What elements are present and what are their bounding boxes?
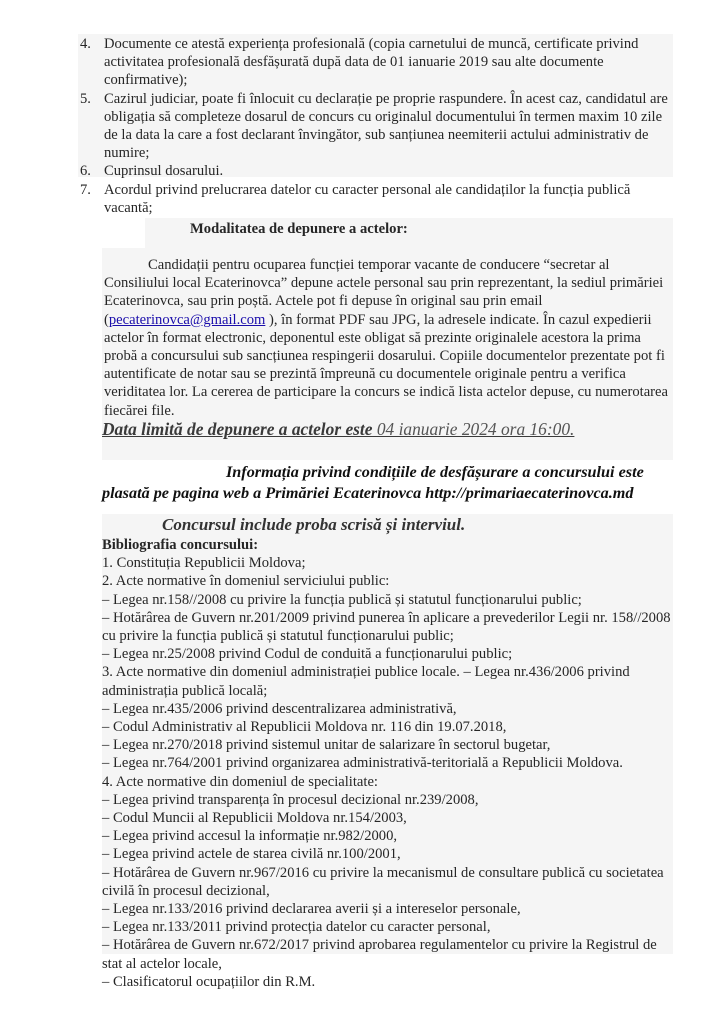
bibliography-item: – Legea nr.133/2016 privind declararea averii și a intereselor personale,	[102, 901, 521, 918]
bibliography-item: – Legea nr.25/2008 privind Codul de conduită a funcționarului public;	[102, 646, 513, 663]
info-notice: Informația privind condițiile de desfășurare a concursului este plasată pe pagina web a Primăriei Ecaterinovca http://primariaecaterinovca.md	[102, 463, 644, 502]
bibliography-item: – Legea nr.270/2018 privind sistemul unitar de salarizare în sectorul bugetar,	[102, 737, 551, 754]
bibliography-item: – Legea nr.764/2001 privind organizarea administrativă-teritorială a Republicii Moldova.	[102, 755, 623, 772]
submission-heading: Modalitatea de depunere a actelor:	[190, 221, 408, 237]
email-link[interactable]: pecaterinovca@gmail.com	[108, 311, 266, 328]
required-documents-list	[80, 35, 672, 217]
bibliography-item: 1. Constituția Republicii Moldova;	[102, 555, 306, 572]
bibliography-item: – Hotărârea de Guvern nr.201/2009 privind punerea în aplicare a prevederilor Legii nr. 158//2008 cu privire la funcția publică și statutul funcționarului public;	[102, 609, 671, 645]
bibliography-item: – Hotărârea de Guvern nr.967/2016 cu privire la mecanismul de consultare publică cu societatea civilă în procesul decizional,	[102, 864, 664, 899]
deadline-label: Data limită de depunere a actelor este	[102, 419, 373, 439]
list-item: 6. Cuprinsul dosarului.	[80, 163, 224, 180]
bibliography-item: – Legea privind accesul la informație nr.982/2000,	[102, 828, 398, 845]
bibliography-item: – Codul Administrativ al Republicii Moldova nr. 116 din 19.07.2018,	[102, 719, 507, 736]
bibliography-item: 3. Acte normative din domeniul administrației publice locale. – Legea nr.436/2006 privind administrația publică locală;	[102, 664, 630, 699]
list-item: 7. Acordul privind prelucrarea datelor cu caracter personal ale candidaților la funcția publică vacantă;	[80, 181, 631, 216]
bibliography-item: – Legea nr.133/2011 privind protecția datelor cu caracter personal,	[102, 919, 491, 936]
bibliography	[102, 536, 674, 991]
list-item: 5. Cazirul judiciar, poate fi înlocuit cu declarație pe proprie raspundere. În acest caz, candidatul are obligația să completeze dosarul de concurs cu originalul documentului în termen maxim 10 zile de la data la care a fost declarant învingător, sub sanțiunea neemiterii actului administrativ de numire;	[80, 90, 668, 162]
deadline-notice	[102, 420, 574, 438]
bibliography-title: Bibliografia concursului:	[102, 537, 259, 553]
bibliography-item: – Legea privind transparența în procesul decizional nr.239/2008,	[102, 791, 479, 808]
bibliography-item: 4. Acte normative din domeniul de specialitate:	[102, 773, 378, 790]
list-item: 4. Documente ce atestă experiența profesională (copia carnetului de muncă, certificate privind activitatea profesională desfășurată după data de 01 ianuarie 2019 sau alte documente confirmative);	[80, 36, 639, 89]
bibliography-list	[102, 554, 674, 991]
bibliography-item: – Legea nr.158//2008 cu privire la funcția publică și statutul funcționarului public;	[102, 591, 582, 608]
bibliography-item: – Codul Muncii al Republicii Moldova nr.154/2003,	[102, 810, 407, 827]
bibliography-item: – Clasificatorul ocupațiilor din R.M.	[102, 973, 316, 990]
bibliography-item: 2. Acte normative în domeniul serviciului public:	[102, 573, 390, 590]
bibliography-item: – Hotărârea de Guvern nr.672/2017 privind aprobarea regulamentelor cu privire la Registrul de stat al actelor locale,	[102, 937, 657, 972]
deadline-value: 04 ianuarie 2024 ora 16:00.	[372, 419, 575, 439]
bibliography-item: – Legea privind actele de starea civilă nr.100/2001,	[102, 846, 401, 863]
heading-notch	[102, 218, 145, 248]
contest-title: Concursul include proba scrisă și interviul.	[162, 515, 466, 534]
bibliography-item: – Legea nr.435/2006 privind descentralizarea administrativă,	[102, 700, 457, 717]
submission-paragraph: Candidații pentru ocuparea funcției temporar vacante de conducere “secretar al Consiliului local Ecaterinovca” depune actele personal sau prin reprezentant, la sediul primăriei Ecaterinovca, sau prin poștă. Actele pot fi depuse în original sau prin email (pecaterinovca@gmail.com ), în format PDF sau JPG, la adresele indicate. În cazul expedierii actelor în format electronic, deponentul este obligat să prezinte originalele acestora la prima probă a concursului sub sancțiunea respingerii dosarului. Copiile documentelor prezentate pot fi autentificate de notar sau se prezintă împreună cu documentele originale pentru a verifica veriditatea lor. La cererea de participare la concurs se indică lista actelor depuse, cu numerotarea fiecărei file.	[104, 257, 668, 419]
